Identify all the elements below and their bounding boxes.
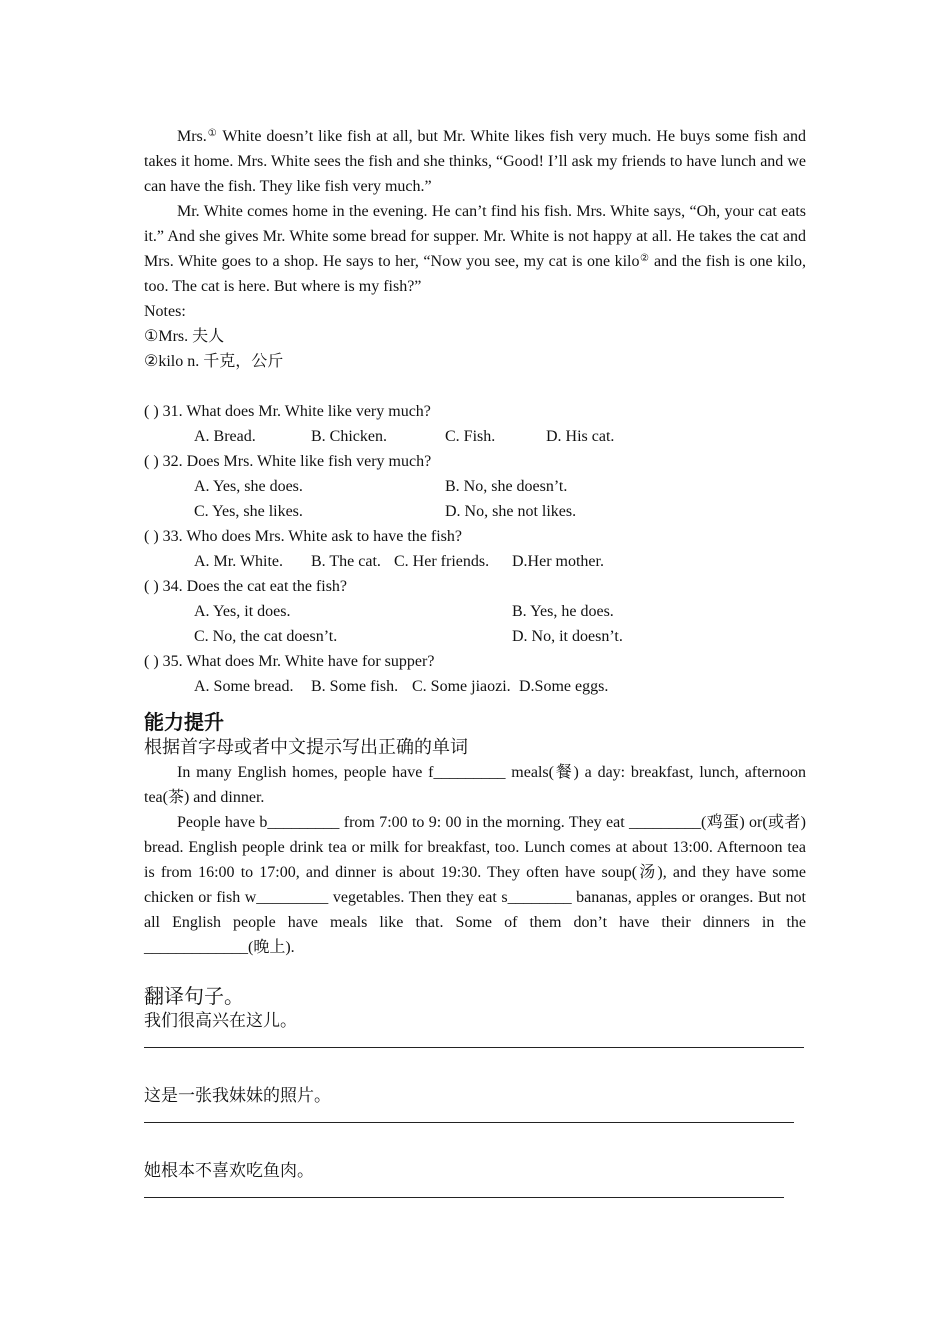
option: A. Yes, she does. — [194, 478, 303, 495]
notes-title: Notes: — [144, 303, 186, 320]
option: C. Yes, she likes. — [194, 503, 303, 520]
option: B. The cat. — [311, 553, 381, 570]
passage-text: Mrs. — [177, 128, 207, 145]
option: D.Some eggs. — [519, 678, 609, 695]
option: B. Chicken. — [311, 428, 387, 445]
question-35 — [144, 649, 806, 699]
note-item: ①Mrs. 夫人 — [144, 328, 225, 345]
option: D. His cat. — [546, 428, 615, 445]
option: C. Fish. — [445, 428, 496, 445]
question-stem: ( ) 31. What does Mr. White like very much? — [144, 403, 431, 420]
question-stem: ( ) 35. What does Mr. White have for supper? — [144, 653, 435, 670]
footnote-marker: ① — [206, 128, 218, 139]
question-options — [144, 499, 806, 524]
question-33 — [144, 524, 806, 574]
option: A. Yes, it does. — [194, 603, 291, 620]
option: B. No, she doesn’t. — [445, 478, 568, 495]
translation-item — [144, 1009, 806, 1048]
question-options — [144, 474, 806, 499]
question-options — [144, 549, 806, 574]
translation-prompt: 她根本不喜欢吃鱼肉。 — [144, 1161, 314, 1181]
translation-prompt: 这是一张我妹妹的照片。 — [144, 1086, 331, 1106]
translation-prompt: 我们很高兴在这儿。 — [144, 1011, 297, 1031]
option: B. Some fish. — [311, 678, 399, 695]
option: A. Bread. — [194, 428, 256, 445]
option: D.Her mother. — [512, 553, 604, 570]
section-heading: 能力提升 — [144, 710, 224, 734]
question-34 — [144, 574, 806, 649]
answer-line[interactable] — [144, 1122, 794, 1123]
passage-text: White doesn’t like fish at all, but Mr. White likes fish very much. He buys some fish and takes it home. Mrs. White sees the fish and she thinks, “Good! I’ll ask my friends to have lunch and we can have the fish. They like fish very much.” — [144, 128, 806, 195]
section-instruction: 根据首字母或者中文提示写出正确的单词 — [144, 737, 468, 758]
option: D. No, it doesn’t. — [512, 628, 623, 645]
footnote-marker: ② — [639, 253, 650, 264]
cloze-paragraph-2: People have b_________ from 7:00 to 9: 00 in the morning. They eat _________(鸡蛋) or(或者) bread. English people drink tea or milk for breakfast, too. Lunch comes at about 13:00. Afternoon tea is from 16:00 to 17:00, and dinner is about 19:30. They often have soup(汤), and they have some chicken or fish w_________ vegetables. Then they eat s________ bananas, apples or oranges. But not all English people have meals like that. Some of them don’t have their dinners in the _____________(晚上). — [144, 814, 806, 956]
passage-paragraph-1 — [144, 124, 806, 199]
passage-text: Mr. White comes home in the evening. He can’t find his fish. Mrs. White says, “Oh, your cat eats it.” And she gives Mr. White some bread for supper. Mr. White is not happy at all. He takes the cat and Mrs. White goes to a shop. He says to her, “Now you see, my cat is one kilo — [144, 203, 806, 270]
question-options — [144, 599, 806, 624]
option: C. Her friends. — [394, 553, 490, 570]
note-item: ②kilo n. 千克，公斤 — [144, 353, 284, 370]
option: A. Mr. White. — [194, 553, 284, 570]
passage-paragraph-2 — [144, 199, 806, 299]
question-options — [144, 674, 806, 699]
question-stem: ( ) 33. Who does Mrs. White ask to have the fish? — [144, 528, 463, 545]
question-options — [144, 624, 806, 649]
answer-line[interactable] — [144, 1047, 804, 1048]
option: B. Yes, he does. — [512, 603, 614, 620]
option: C. No, the cat doesn’t. — [194, 628, 338, 645]
translation-heading: 翻译句子。 — [144, 984, 244, 1008]
translation-item — [144, 1084, 806, 1123]
translation-item — [144, 1159, 806, 1198]
question-stem: ( ) 34. Does the cat eat the fish? — [144, 578, 348, 595]
question-31 — [144, 399, 806, 449]
answer-line[interactable] — [144, 1197, 784, 1198]
question-stem: ( ) 32. Does Mrs. White like fish very much? — [144, 453, 432, 470]
option: C. Some jiaozi. — [412, 678, 511, 695]
question-options — [144, 424, 806, 449]
cloze-paragraph-1: In many English homes, people have f_________ meals(餐) a day: breakfast, lunch, afternoon tea(茶) and dinner. — [144, 764, 807, 806]
option: D. No, she not likes. — [445, 503, 577, 520]
passage-text: and the fish is one kilo, too. The cat is here. But where is my fish?” — [144, 253, 807, 295]
option: A. Some bread. — [194, 678, 294, 695]
document-content — [144, 124, 806, 1198]
question-32 — [144, 449, 806, 524]
